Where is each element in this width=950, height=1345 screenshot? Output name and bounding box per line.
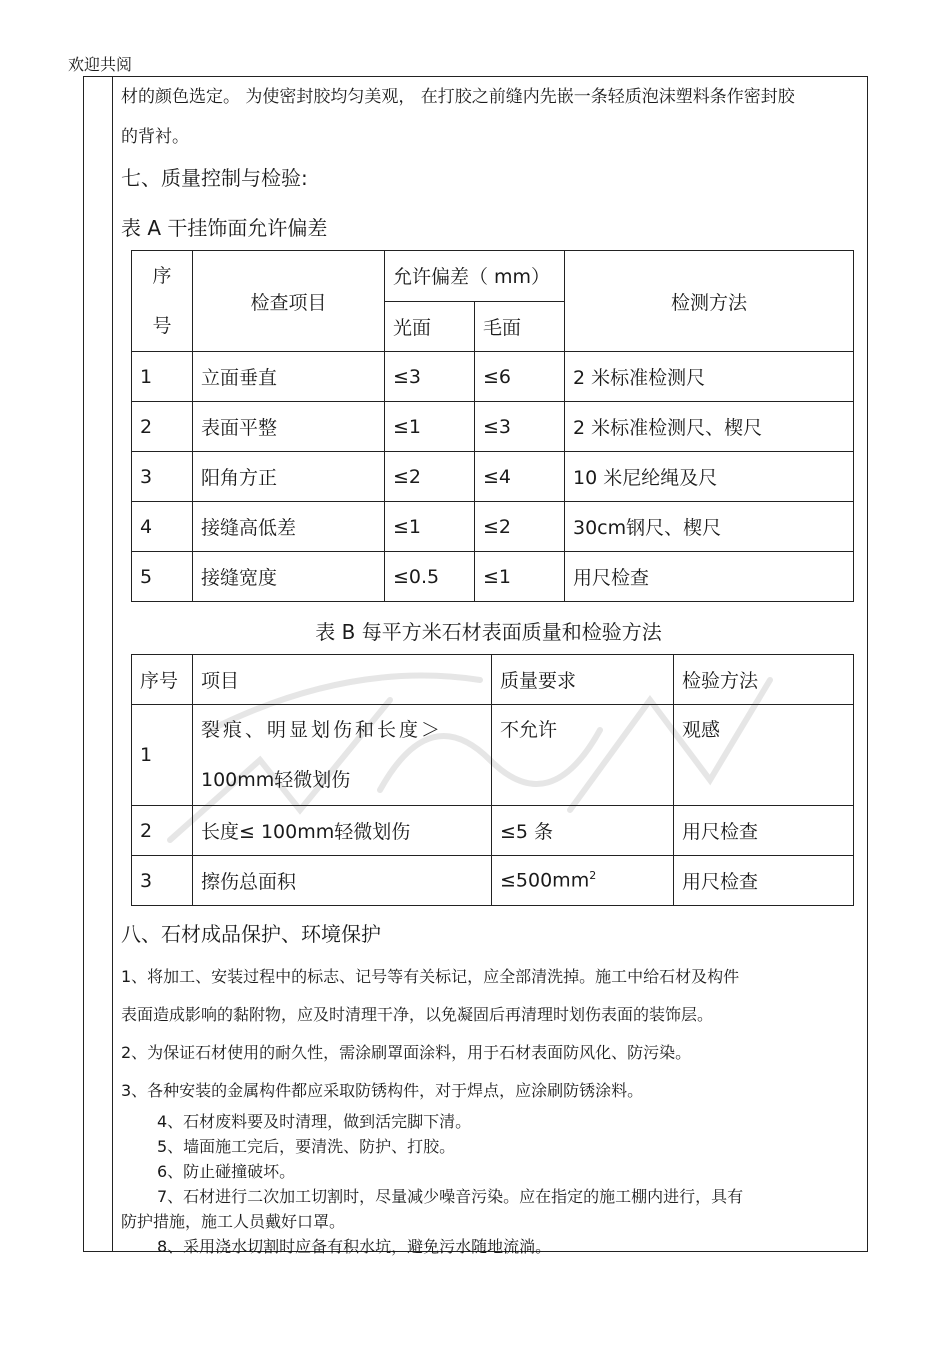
- page-header: 欢迎共阅: [68, 55, 133, 74]
- row-rough: ≤3: [475, 402, 565, 452]
- table-a-title: 表 A 干挂饰面允许偏差: [121, 216, 328, 240]
- header-deviation: 允许偏差（ mm）: [385, 251, 565, 302]
- section-8-title: 八、石材成品保护、环境保护: [121, 922, 381, 946]
- row-glossy: ≤0.5: [385, 552, 475, 602]
- row-no: 1: [132, 352, 193, 402]
- list-item: 8、采用浇水切割时应备有积水坑，避免污水随地流淌。: [157, 1237, 552, 1256]
- header-requirement: 质量要求: [492, 655, 674, 705]
- row-no: 3: [132, 452, 193, 502]
- row-requirement: ≤5 条: [492, 806, 674, 856]
- row-glossy: ≤1: [385, 502, 475, 552]
- table-row: [132, 452, 854, 502]
- header-method: 检验方法: [674, 655, 854, 705]
- intro-line-2: 的背衬。: [121, 127, 189, 147]
- table-row: [132, 352, 854, 402]
- surface-quality-table: [131, 654, 854, 906]
- row-glossy: ≤3: [385, 352, 475, 402]
- row-method: 30cm钢尺、楔尺: [565, 502, 854, 552]
- row-glossy: ≤1: [385, 402, 475, 452]
- row-method: 用尺检查: [674, 856, 854, 906]
- table-row: [132, 502, 854, 552]
- row-item: 阳角方正: [193, 452, 385, 502]
- intro-line-1: 材的颜色选定。 为使密封胶均匀美观， 在打胶之前缝内先嵌一条轻质泡沫塑料条作密封胶: [121, 87, 795, 107]
- row-item: 接缝宽度: [193, 552, 385, 602]
- tolerance-table: [131, 250, 854, 602]
- row-item: [193, 705, 492, 806]
- row-method: 10 米尼纶绳及尺: [565, 452, 854, 502]
- row-rough: ≤4: [475, 452, 565, 502]
- table-row: [132, 705, 854, 806]
- row-rough: ≤6: [475, 352, 565, 402]
- area-value: ≤500mm: [500, 869, 590, 892]
- row-item: 擦伤总面积: [193, 856, 492, 906]
- list-item: 1、将加工、安装过程中的标志、记号等有关标记，应全部清洗掉。施工中给石材及构件: [121, 967, 740, 986]
- row-no: 3: [132, 856, 193, 906]
- header-item: 项目: [193, 655, 492, 705]
- row-no: 2: [132, 806, 193, 856]
- header-seq-bottom: 号: [152, 315, 172, 337]
- list-item: 4、石材废料要及时清理，做到活完脚下清。: [157, 1112, 472, 1131]
- row-no: 4: [132, 502, 193, 552]
- row-no: 1: [132, 705, 193, 806]
- table-row: [132, 402, 854, 452]
- list-item: 2、为保证石材使用的耐久性，需涂刷罩面涂料，用于石材表面防风化、防污染。: [121, 1043, 692, 1062]
- list-item: 表面造成影响的黏附物，应及时清理干净，以免凝固后再清理时划伤表面的装饰层。: [121, 1005, 714, 1024]
- row-item: 接缝高低差: [193, 502, 385, 552]
- section-7-title: 七、质量控制与检验:: [121, 166, 308, 190]
- row-method: 2 米标准检测尺、楔尺: [565, 402, 854, 452]
- header-glossy: 光面: [385, 301, 475, 352]
- area-unit-superscript: 2: [589, 869, 597, 883]
- table-row: [132, 856, 854, 906]
- header-rough: 毛面: [475, 301, 565, 352]
- row-item: 表面平整: [193, 402, 385, 452]
- list-item: 5、墙面施工完后，要清洗、防护、打胶。: [157, 1137, 456, 1156]
- row-method: 用尺检查: [674, 806, 854, 856]
- row-item-line-1: 裂痕、明显划伤和长度＞: [201, 719, 444, 741]
- header-seq: 序号: [132, 655, 193, 705]
- row-item: 长度≤ 100mm轻微划伤: [193, 806, 492, 856]
- row-item-line-2: 100mm轻微划伤: [201, 769, 351, 791]
- header-seq: [132, 251, 193, 352]
- list-item: 6、防止碰撞破坏。: [157, 1162, 296, 1181]
- row-item: 立面垂直: [193, 352, 385, 402]
- header-method: 检测方法: [565, 251, 854, 352]
- row-method: 用尺检查: [565, 552, 854, 602]
- row-no: 2: [132, 402, 193, 452]
- header-seq-top: 序: [152, 265, 172, 287]
- header-item: 检查项目: [193, 251, 385, 352]
- table-b-title: 表 B 每平方米石材表面质量和检验方法: [315, 620, 662, 644]
- row-rough: ≤2: [475, 502, 565, 552]
- row-method: 观感: [674, 705, 854, 806]
- table-row: [132, 552, 854, 602]
- row-method: 2 米标准检测尺: [565, 352, 854, 402]
- row-requirement: 不允许: [492, 705, 674, 806]
- list-item: 7、石材进行二次加工切割时，尽量减少噪音污染。应在指定的施工棚内进行，具有: [157, 1187, 744, 1206]
- list-item: 3、各种安装的金属构件都应采取防锈构件，对于焊点，应涂刷防锈涂料。: [121, 1081, 644, 1100]
- table-row: [132, 806, 854, 856]
- list-item: 防护措施，施工人员戴好口罩。: [121, 1212, 346, 1231]
- left-margin-divider: [112, 77, 113, 1251]
- row-no: 5: [132, 552, 193, 602]
- row-rough: ≤1: [475, 552, 565, 602]
- row-glossy: ≤2: [385, 452, 475, 502]
- row-requirement: [492, 856, 674, 906]
